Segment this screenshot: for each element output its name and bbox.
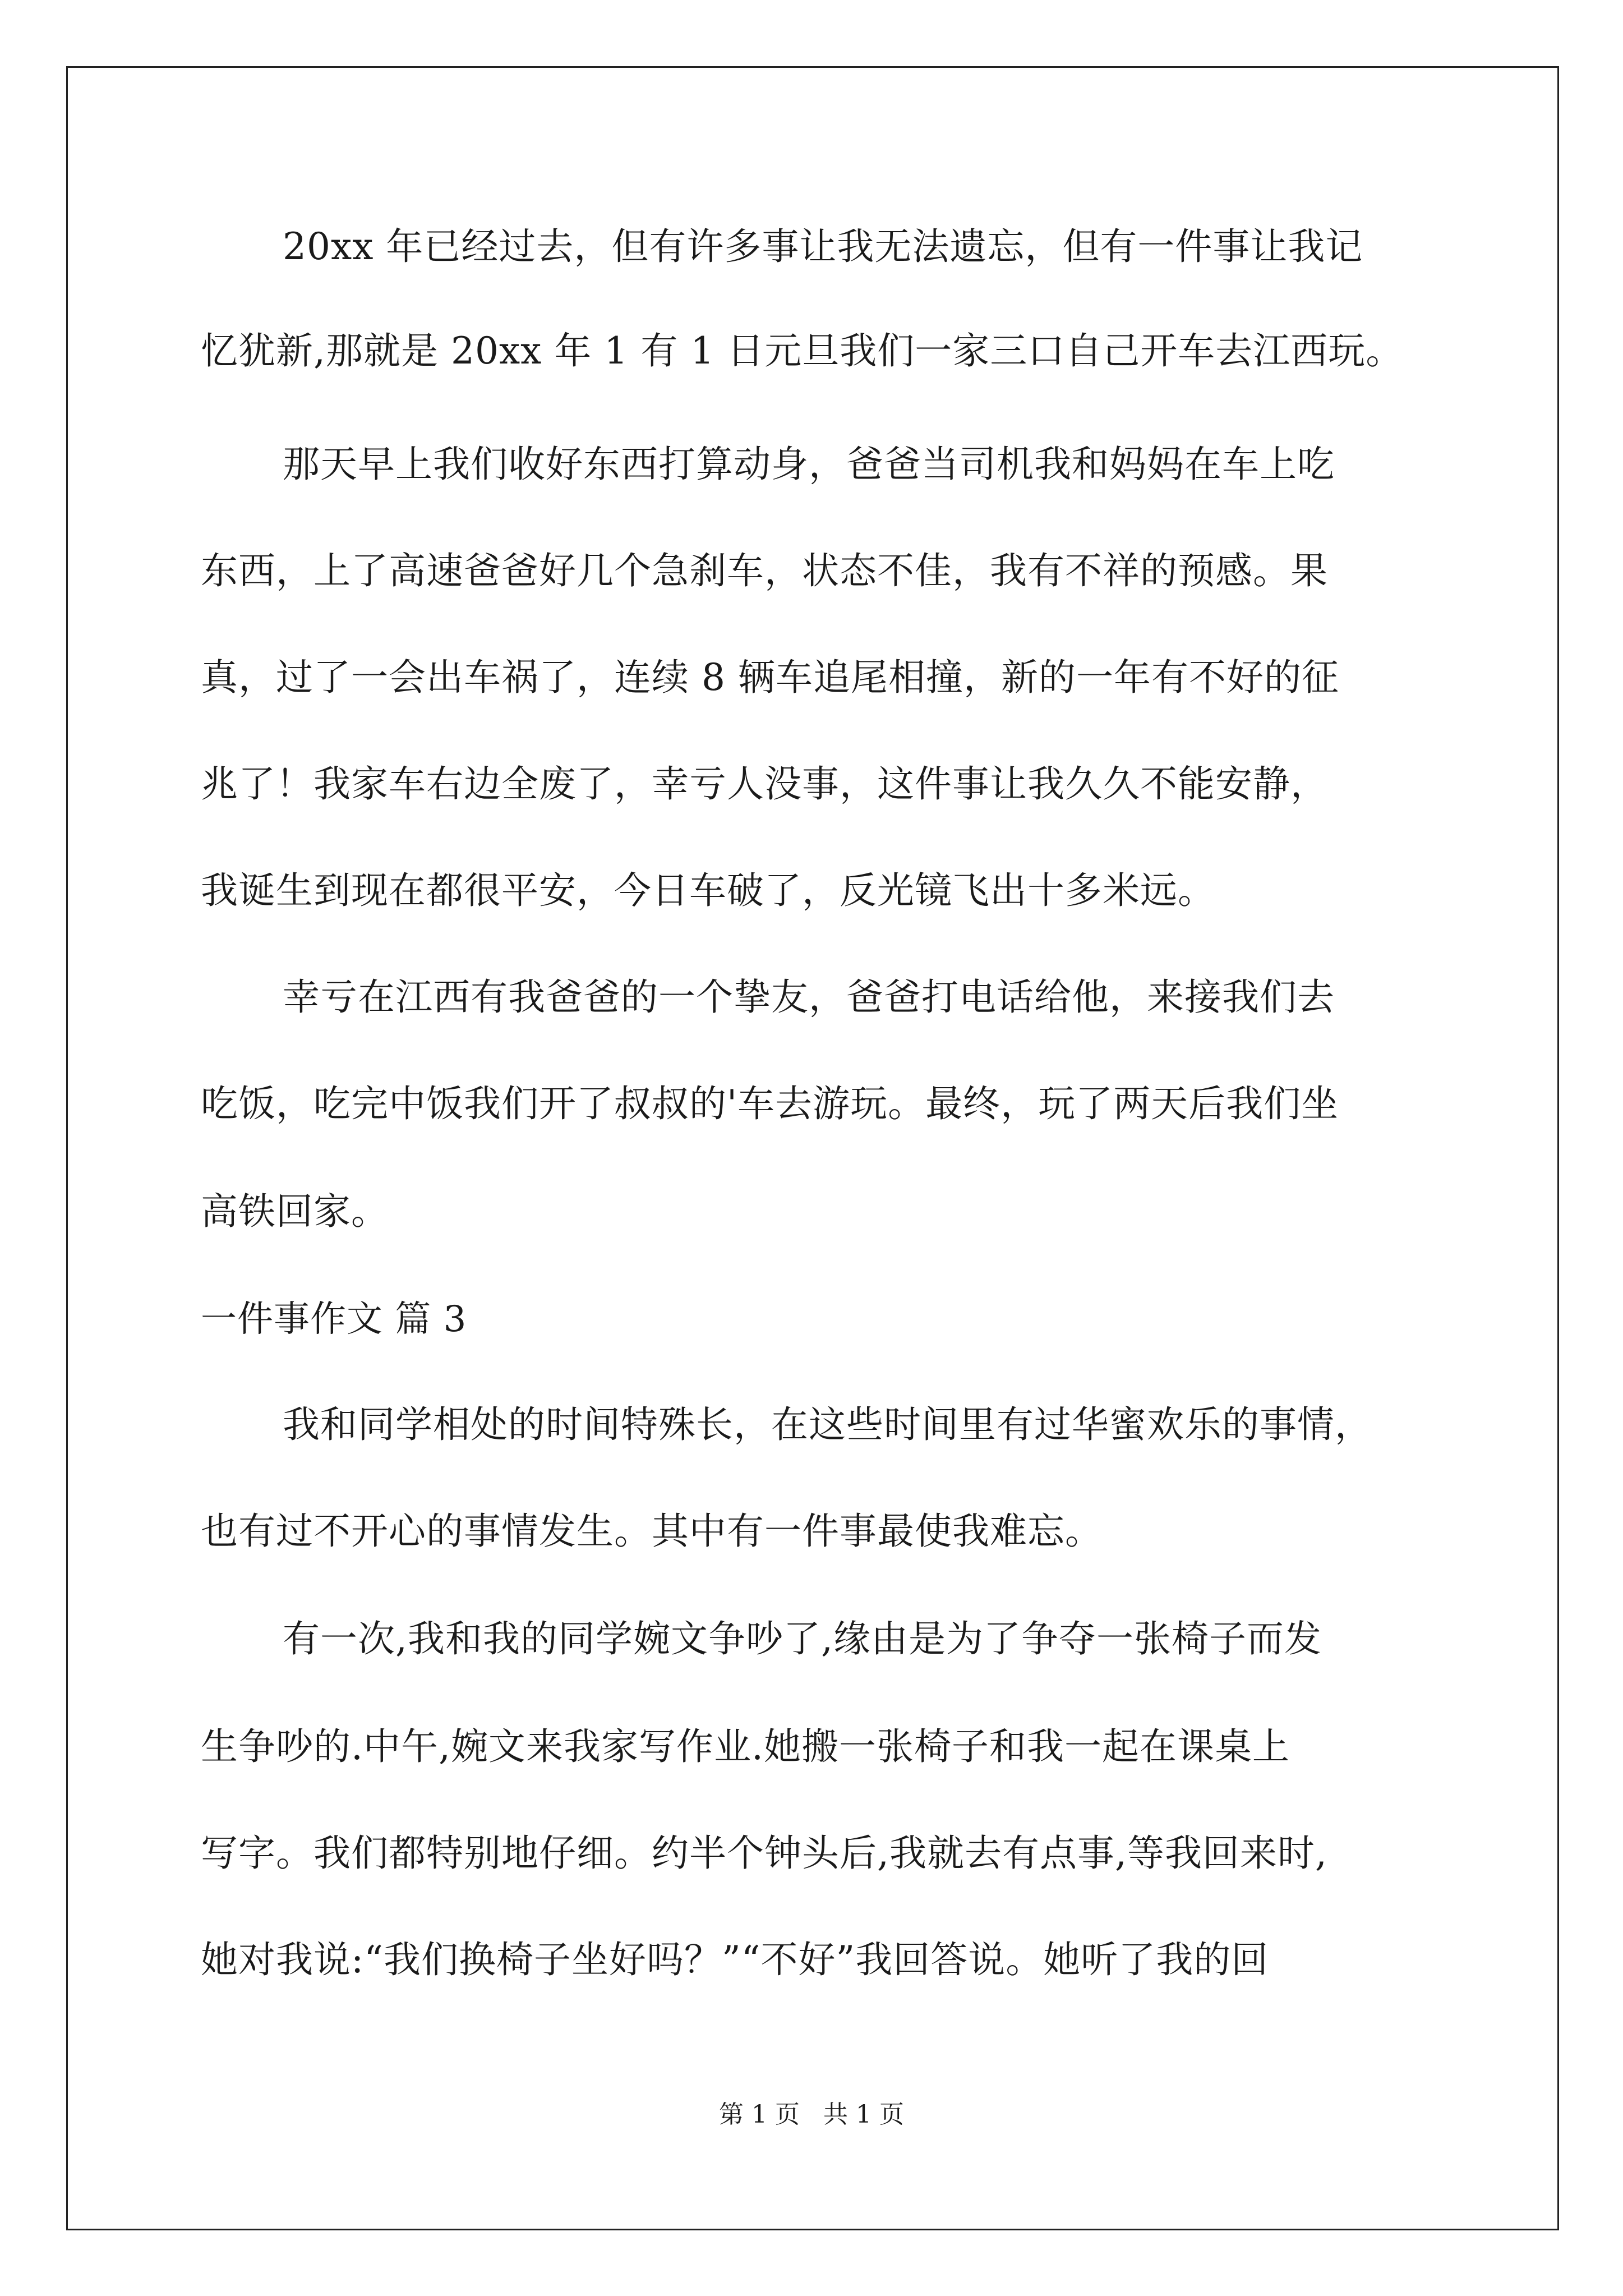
body-text-line: 有一次,我和我的同学婉文争吵了,缘由是为了争夺一张椅子而发 [283,1617,1322,1660]
section-heading: 一件事作文 篇 3 [201,1299,467,1340]
body-text-line: 东西，上了高速爸爸好几个急刹车，状态不佳，我有不祥的预感。果 [201,549,1328,592]
body-text-line: 那天早上我们收好东西打算动身，爸爸当司机我和妈妈在车上吃 [283,443,1335,486]
body-text-line: 幸亏在江西有我爸爸的一个挚友，爸爸打电话给他，来接我们去 [283,976,1335,1019]
body-text-line: 真，过了一会出车祸了，连续 8 辆车追尾相撞，新的一年有不好的征 [201,656,1339,699]
page-number-footer: 第 1 页 共 1 页 [719,2100,904,2129]
body-text-line: 也有过不开心的事情发生。其中有一件事最使我难忘。 [201,1510,1103,1553]
body-text-line: 兆了！我家车右边全废了，幸亏人没事，这件事让我久久不能安静， [201,762,1328,806]
body-text-line: 生争吵的.中午,婉文来我家写作业.她搬一张椅子和我一起在课桌上 [201,1725,1290,1768]
body-text-line: 我和同学相处的时间特殊长，在这些时间里有过华蜜欢乐的事情， [283,1403,1372,1446]
body-text-line: 忆犹新,那就是 20xx 年 1 有 1 日元旦我们一家三口自己开车去江西玩。 [201,329,1404,372]
body-text-line: 20xx 年已经过去，但有许多事让我无法遗忘，但有一件事让我记 [283,225,1363,268]
body-text-line: 高铁回家。 [201,1190,389,1233]
body-text-line: 写字。我们都特别地仔细。约半个钟头后,我就去有点事,等我回来时, [201,1832,1327,1875]
page-border [66,66,1559,2230]
body-text-line: 她对我说:“我们换椅子坐好吗？”“不好”我回答说。她听了我的回 [201,1938,1269,1981]
body-text-line: 吃饭，吃完中饭我们开了叔叔的'车去游玩。最终，玩了两天后我们坐 [201,1082,1339,1125]
body-text-line: 我诞生到现在都很平安，今日车破了，反光镜飞出十多米远。 [201,869,1215,912]
